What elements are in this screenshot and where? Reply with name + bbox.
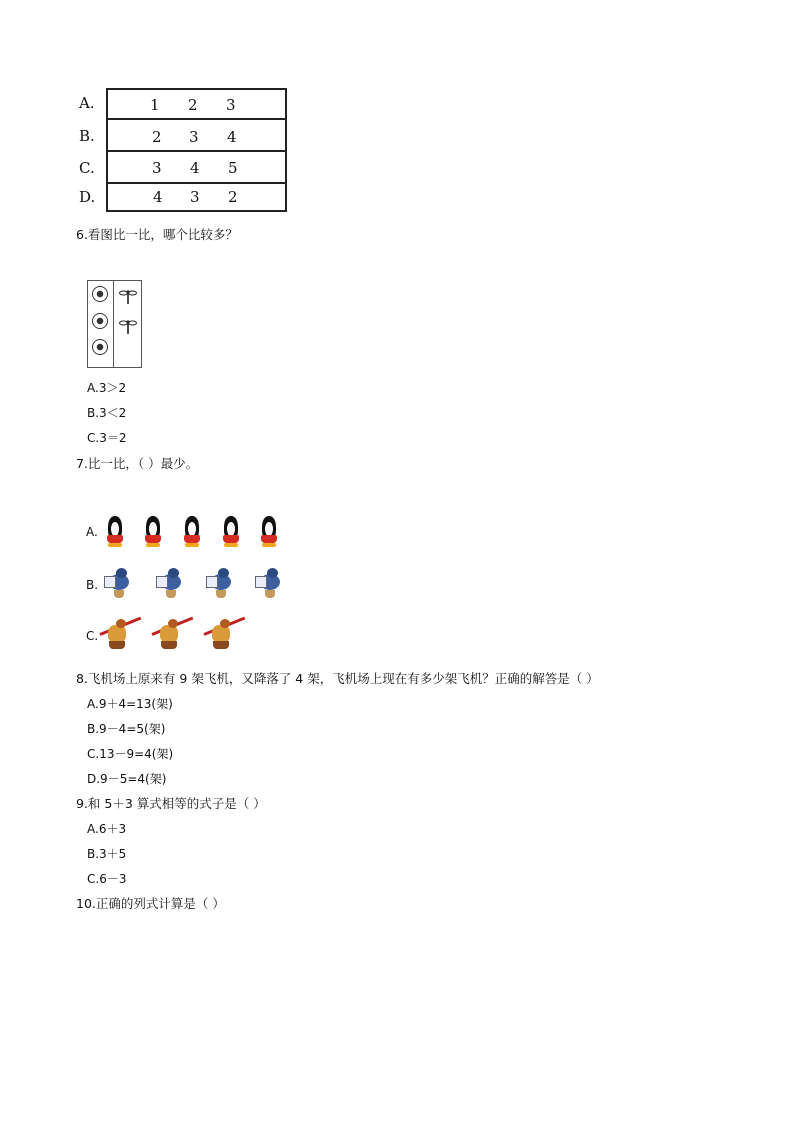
q8-option-d[interactable]: D.9－5=4(架) (87, 772, 167, 786)
penguin-icon (100, 514, 130, 548)
q8-option-c[interactable]: C.13－9=4(架) (87, 747, 174, 761)
table-row-c (108, 152, 285, 184)
question-6: 6.看图比一比，哪个比较多？ (76, 227, 238, 242)
bird-reading-icon (154, 566, 184, 600)
monkey-king-icon (100, 617, 130, 651)
table-letter-c: C. (79, 159, 95, 177)
q8-option-b[interactable]: B.9－4=5(架) (87, 722, 166, 736)
table-letter-d: D. (79, 188, 96, 206)
penguin-icon (254, 514, 284, 548)
table-cell: 2 (228, 188, 238, 206)
penguin-icon (138, 514, 168, 548)
q7-option-c-figures[interactable] (100, 617, 250, 653)
q7-option-b-figures[interactable] (100, 566, 300, 602)
table-grid (106, 88, 287, 212)
table-cell: 1 (150, 96, 160, 114)
table-cell: 2 (188, 96, 198, 114)
q7-option-a-figures[interactable] (100, 514, 290, 550)
table-row-b (108, 120, 285, 152)
table-letter-b: B. (79, 127, 95, 145)
question-7: 7.比一比，（ ）最少。 (76, 456, 199, 471)
dragonfly-icon (119, 319, 137, 335)
bird-reading-icon (102, 566, 132, 600)
table-cell: 4 (227, 128, 237, 146)
q7-option-a-label[interactable]: A. (86, 525, 98, 539)
question-9: 9.和 5＋3 算式相等的式子是（ ） (76, 796, 266, 811)
table-cell: 4 (190, 159, 200, 177)
table-row-a (108, 90, 285, 120)
q9-option-a[interactable]: A.6＋3 (87, 822, 127, 836)
q8-option-a[interactable]: A.9＋4=13(架) (87, 697, 173, 711)
table-letter-a: A. (79, 94, 95, 112)
sunflower-icon (92, 339, 108, 355)
table-cell: 3 (190, 188, 200, 206)
table-row-d (108, 184, 285, 210)
q7-option-b-label[interactable]: B. (86, 578, 99, 592)
q6-option-c[interactable]: C.3＝2 (87, 431, 127, 445)
table-cell: 2 (152, 128, 162, 146)
monkey-king-icon (204, 617, 234, 651)
q9-option-b[interactable]: B.3＋5 (87, 847, 127, 861)
table-cell: 3 (189, 128, 199, 146)
q7-option-c-label[interactable]: C. (86, 629, 99, 643)
question-10: 10.正确的列式计算是（ ） (76, 896, 225, 911)
penguin-icon (177, 514, 207, 548)
table-cell: 3 (226, 96, 236, 114)
q6-figure (87, 280, 142, 368)
bird-reading-icon (204, 566, 234, 600)
q9-option-c[interactable]: C.6－3 (87, 872, 127, 886)
q6-figure-divider (113, 281, 114, 367)
penguin-icon (216, 514, 246, 548)
q6-option-a[interactable]: A.3＞2 (87, 381, 127, 395)
bird-reading-icon (253, 566, 283, 600)
q6-option-b[interactable]: B.3＜2 (87, 406, 127, 420)
sunflower-icon (92, 313, 108, 329)
table-cell: 4 (153, 188, 163, 206)
table-cell: 3 (152, 159, 162, 177)
monkey-king-icon (152, 617, 182, 651)
question-8: 8.飞机场上原来有 9 架飞机，又降落了 4 架，飞机场上现在有多少架飞机？正确的解答是（ ） (76, 671, 599, 686)
dragonfly-icon (119, 289, 137, 305)
sunflower-icon (92, 286, 108, 302)
table-cell: 5 (228, 159, 238, 177)
